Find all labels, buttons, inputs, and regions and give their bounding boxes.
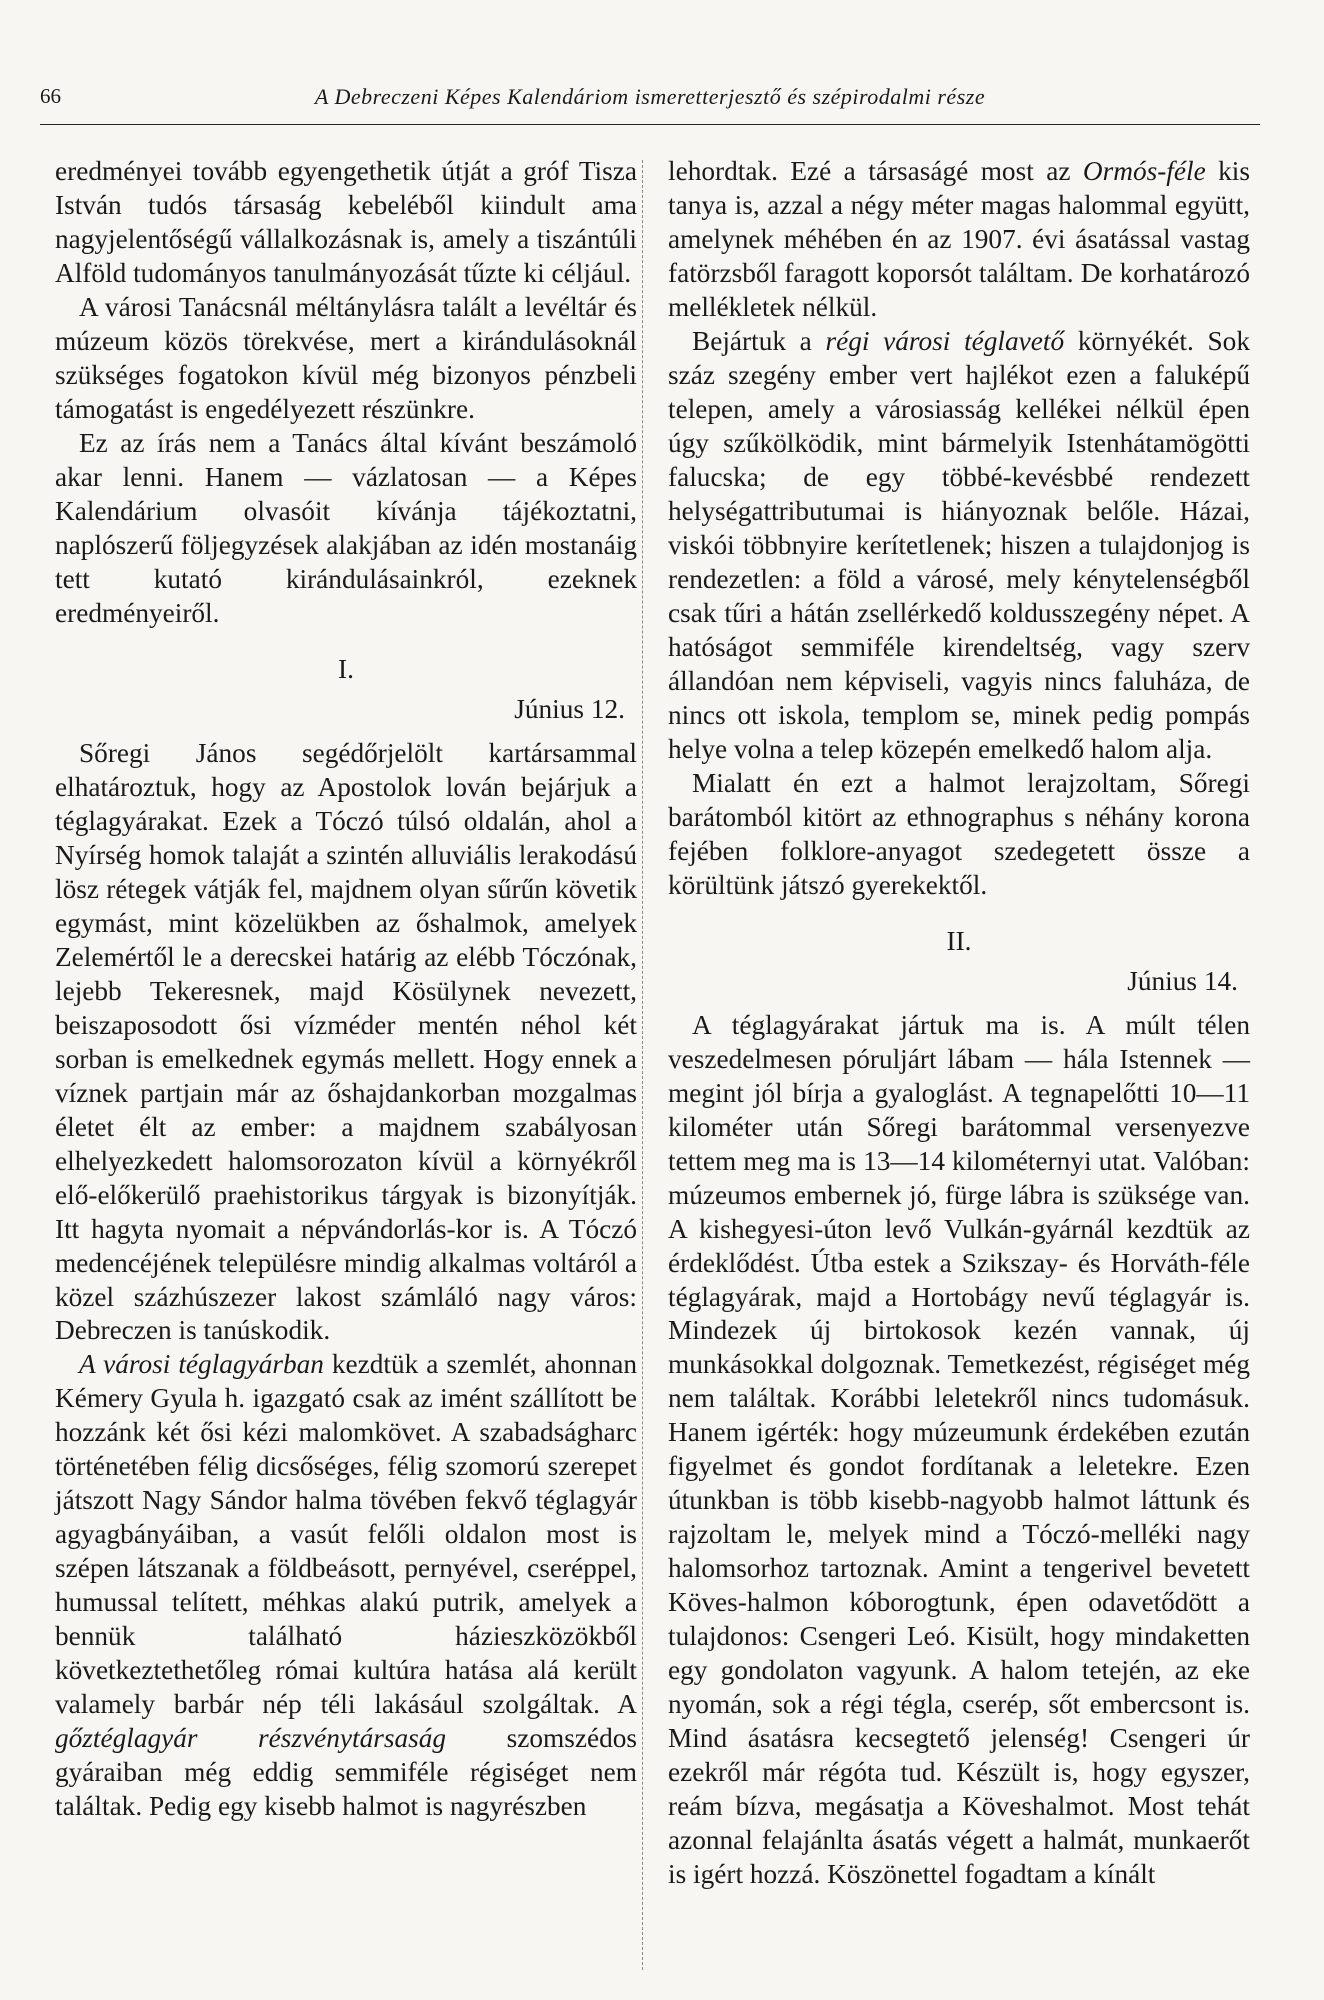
paragraph: Mialatt én ezt a halmot lerajzoltam, Sőregi barátomból kitört az ethnographus s néhány korona fejében folklore-anyagot szedegetett össze a körültünk játszó gyerekektől. bbox=[668, 767, 1250, 900]
paragraph bbox=[668, 325, 1250, 767]
running-title: A Debreczeni Képes Kalendáriom ismeretterjesztő és szépirodalmi része bbox=[314, 84, 986, 109]
paragraph-text: lehordtak. Ezé a társaságé most az bbox=[668, 156, 1083, 186]
paragraph bbox=[668, 155, 1250, 325]
section-number: II. bbox=[946, 925, 972, 956]
header-rule bbox=[40, 124, 1260, 125]
paragraph-text: környékét. Sok száz szegény ember vert hajlékot ezen a faluképű telepen, amely a városiasság kellékei nélkül épen úgy szűkölködik, mint bármelyik Istenhátamögötti falucska; de egy többé-kevésbbé rendezett helységattributumai is hiányoznak belőle. Házai, viskói többnyire kerítetlenek; hiszen a tulajdonjog is rendezetlen: a föld a városé, mely kénytelenségből csak tűri a hátán zsellérkedő koldusszegény népet. A hatóságot semmiféle kirendeltség, vagy szerv állandóan nem képviseli, vagyis nincs faluháza, de nincs ott iskola, templom se, minek pedig pompás helye volna a telep közepén emelkedő halom alja. bbox=[668, 325, 1250, 764]
paragraph-text: szomszédos gyáraiban még eddig semmiféle régiséget nem találtak. Pedig egy kisebb halmot is nagyrészben bbox=[55, 1723, 638, 1822]
paragraph: eredményei tovább egyengethetik útját a gróf Tisza István tudós társaság kebeléből kiindult ama nagyjelentőségű vállalkozásnak is, amely a tiszántúli Alföld tudományos tanulmányozását tűzte ki céljául. bbox=[55, 156, 637, 288]
paragraph: A téglagyárakat jártuk ma is. A múlt télen veszedelmesen póruljárt lábam — hála Istennek — megint jól bírja a gyaloglást. A tegnapelőtti 10—11 kilométer után Sőregi barátommal versenyezve tettem meg ma is 13—14 kilométernyi utat. Valóban: múzeumos embernek jó, fürge lábra is szüksége van. A kishegyesi-úton levő Vulkán-gyárnál kezdtük az érdeklődést. Útba estek a Szikszay- és Horváth-féle téglagyárak, majd a Hortobágy nevű téglagyár is. Mindezek új birtokosok kezén vannak, új munkásokkal dolgoznak. Temetkezést, régiséget még nem találtak. Korábbi leletekről nincs tudomásuk. Hanem igérték: hogy múzeumunk érdekében ezután figyelmet és gondot fordítanak a leletekre. Ezen útunkban is több kisebb-nagyobb halmot láttunk és rajzoltam le, melyek mind a Tóczó-melléki nagy halomsorhoz tartoznak. Amint a tengerivel bevetett Köves-halmon kóborogtunk, épen odavetődött a tulajdonos: Csengeri Leó. Kisült, hogy mindaketten egy gondolaton vagyunk. A halom tetején, az eke nyomán, sok a régi tégla, cserép, sőt embercsont is. Mind ásatásra kecsegtető jelenség! Csengeri úr ezekről már régóta tud. Készült is, hogy egyszer, reám bízva, megásatja a Köveshalmot. Most tehát azonnal felajánlta ásatás végett a halmát, munkaerőt is igért hozzá. Köszönettel fogadtam a kínált bbox=[668, 1009, 1250, 1890]
paragraph-text: Bejártuk a bbox=[692, 325, 826, 356]
paragraph: Sőregi János segédőrjelölt kartársammal elhatároztuk, hogy az Apostolok lován bejárjuk a téglagyárakat. Ezek a Tóczó túlsó oldalán, ahol a Nyírség homok talaját a szintén alluviális lerakodású lösz rétegek vátják fel, majdnem olyan sűrűn követik egymást, mint közelükben az őshalmok, amelyek Zelemértől le a derecskei határig az elébb Tóczónak, lejebb Tekeresnek, majd Kösülynek nevezett, beiszaposodott ősi vízméder mentén néhol két sorban is emelkednek egymás mellett. Hogy ennek a víznek partjain már az őshajdankorban mozgalmas életet élt az ember: a majdnem szabályosan elhelyezkedett halomsorozaton kívül a környékről elő-előkerülő praehistorikus tárgyak is bizonyítják. Itt hagyta nyomait a népvándorlás-kor is. A Tóczó medencéjének településre mindig alkalmas voltáról a közel százhúszezer lakost számláló nagy város: Debreczen is tanúskodik. bbox=[55, 737, 637, 1346]
paragraph-text: kezdtük a szemlét, ahonnan Kémery Gyula h. igazgató csak az imént szállított be hozzánk két ősi kézi malomkövet. A szabadságharc történetében félig dicsőséges, félig szomorú szerepet játszott Nagy Sándor halma tövében fekvő téglagyár agyagbányáiban, a vasút felőli oldalon most is szépen látszanak a földbeásott, pernyével, cseréppel, humussal telített, méhkas alakú putrik, amelyek a bennük található házieszközökből következtethetőleg római kultúra hatása alá került valamely barbár nép téli lakásául szolgáltak. A bbox=[55, 1349, 637, 1720]
section-date: Június 12. bbox=[514, 693, 625, 724]
section-number: I. bbox=[338, 653, 354, 684]
italic-term: A városi téglagyárban bbox=[79, 1349, 324, 1380]
column-divider bbox=[642, 160, 643, 1970]
paragraph: A városi Tanácsnál méltánylásra talált a levéltár és múzeum közös törekvése, mert a kirándulásoknál szükséges fogatokon kívül még bizonyos pénzbeli támogatást is engedélyezett részünkre. bbox=[55, 291, 637, 424]
italic-term: régi városi téglavető bbox=[825, 325, 1065, 356]
left-column bbox=[55, 155, 637, 1824]
paragraph: Ez az írás nem a Tanács által kívánt beszámoló akar lenni. Hanem — vázlatosan — a Képes Kalendárium olvasóit kívánja tájékoztatni, naplószerű följegyzések alakjában az idén mostanáig tett kutató kirándulásainkról, ezeknek eredményeiről. bbox=[55, 427, 637, 628]
italic-term: gőztéglagyár részvénytársaság bbox=[55, 1723, 447, 1754]
right-column bbox=[668, 155, 1250, 1892]
paragraph-text: kis tanya is, azzal a négy méter magas halommal együtt, amelynek méhében én az 1907. évi ásatással vastag fatörzsből faragott koporsót találtam. De korhatározó mellékletek nélkül. bbox=[668, 156, 1250, 322]
section-date: Június 14. bbox=[1127, 965, 1238, 996]
page-number: 66 bbox=[40, 84, 61, 108]
paragraph bbox=[55, 1348, 637, 1824]
italic-term: Ormós-féle bbox=[1082, 156, 1206, 186]
page-header bbox=[40, 84, 1260, 120]
